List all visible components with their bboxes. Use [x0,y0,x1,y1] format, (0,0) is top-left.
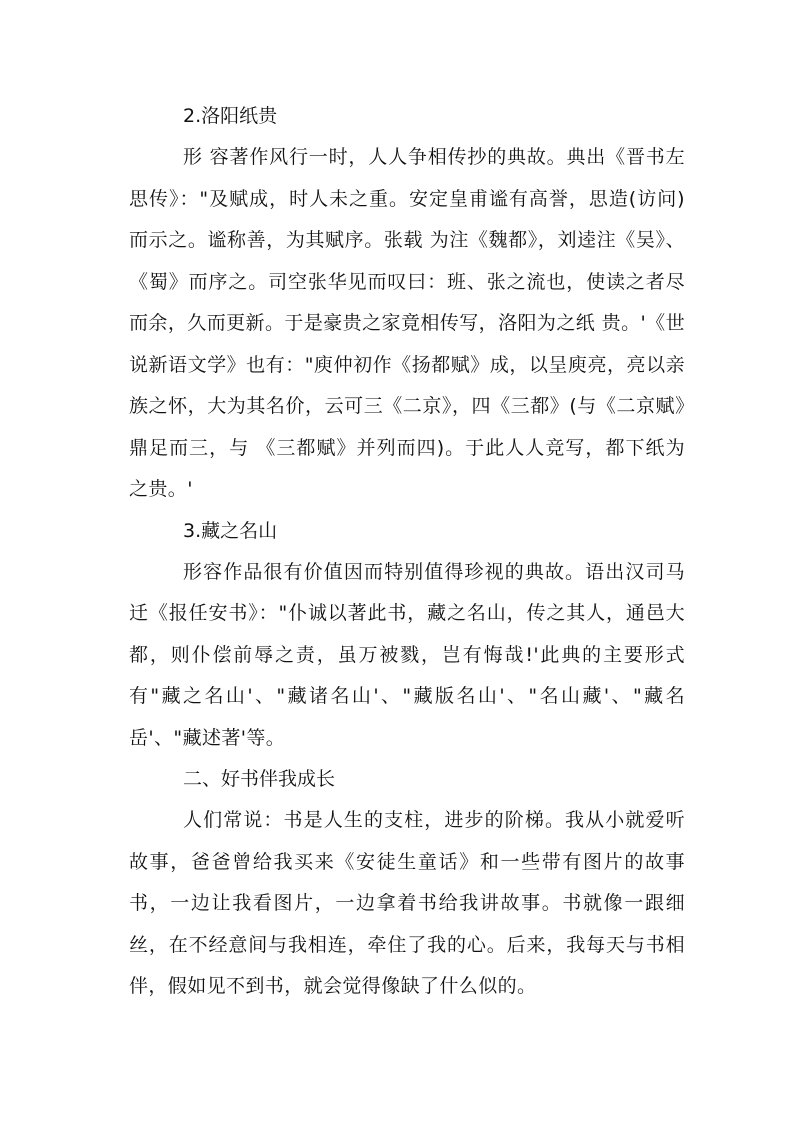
document-body [129,96,685,1008]
section-heading-good-books: 二、好书伴我成长 [183,768,336,790]
section-heading-mingshan: 3.藏之名山 [183,519,278,542]
section-paragraph-mingshan: 形容作品很有价值因而特别值得珍视的典故。语出汉司马迁《报任安书》："仆诚以著此书，藏之名山，传之其人，通邑大都，则仆偿前辱之责，虽万被戮，岂有悔哉!'此典的主要形式有"藏之名山'、"藏诸名山'、"藏版名山'、"名山藏'、"藏名岳'、"藏述著'等。 [129,560,685,749]
section-heading-luoyang: 2.洛阳纸贵 [183,105,278,127]
section-paragraph-good-books: 人们常说：书是人生的支柱，进步的阶梯。我从小就爱听故事，爸爸曾给我买来《安徒生童话》和一些带有图片的故事书，一边让我看图片，一边拿着书给我讲故事。书就像一跟细丝，在不经意间与我相连，牵住了我的心。后来，我每天与书相伴，假如见不到书，就会觉得像缺了什么似的。 [129,809,685,997]
section-paragraph-luoyang: 形 容著作风行一时，人人争相传抄的典故。典出《晋书左思传》："及赋成，时人未之重。安定皇甫谧有高誉，思造(访问)而示之。谧称善，为其赋序。张载 为注《魏都》，刘逵注《吴》、《蜀》而序之。司空张华见而叹曰：班、张之流也，使读之者尽而余，久而更新。于是豪贵之家竟相传写，洛阳为之纸 贵。'《世说新语文学》也有："庾仲初作《扬都赋》成，以呈庾亮，亮以亲族之怀，大为其名价，云可三《二京》，四《三都》(与《二京赋》鼎足而三，与 《三都赋》并列而四)。于此人人竞写，都下纸为之贵。' [129,146,685,500]
